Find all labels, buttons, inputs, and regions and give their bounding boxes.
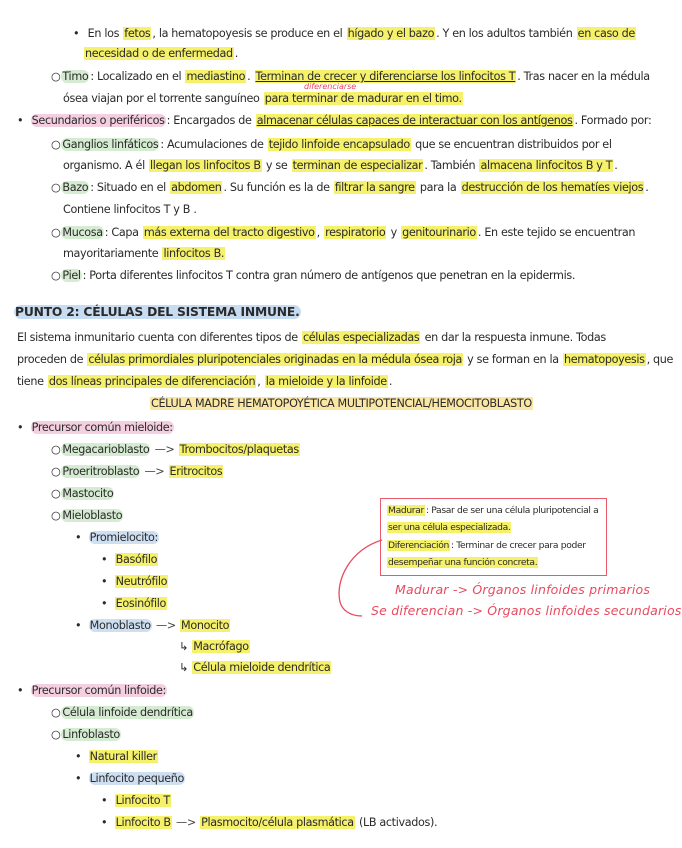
tree-item — [100, 552, 158, 567]
highlight: células primordiales pluripotenciales originadas en la médula ósea roja — [88, 353, 462, 366]
text: . — [614, 159, 618, 172]
box-line — [387, 539, 587, 552]
highlight: células especializadas — [302, 331, 420, 344]
highlight: Trombocitos/plaquetas — [179, 443, 299, 456]
text: : Acumulaciones de — [160, 138, 267, 151]
text: . También — [424, 159, 479, 172]
highlight: llegan los linfocitos B — [150, 159, 261, 172]
text-line-mucosa — [50, 225, 636, 240]
paragraph-line — [16, 352, 674, 367]
circle-bullet-icon: ○ — [51, 728, 61, 741]
tree-item — [74, 618, 230, 633]
text: organismo. A él — [63, 159, 149, 172]
highlight: Piel — [62, 269, 81, 282]
highlight: Precursor común mieloide: — [31, 421, 173, 434]
tree-item — [74, 771, 185, 786]
text: para la — [416, 181, 460, 194]
text: , — [257, 375, 264, 388]
bullet-icon: • — [101, 816, 108, 829]
tree-item — [50, 508, 123, 523]
bullet-icon: • — [101, 575, 108, 588]
highlight: Eosinófilo — [115, 597, 166, 610]
text-line-piel — [50, 268, 576, 283]
bullet-icon: • — [17, 684, 24, 697]
highlight: Bazo — [62, 181, 89, 194]
hook-arrow-icon: ↳ — [179, 661, 189, 674]
text: En los — [87, 27, 123, 40]
highlight: Mastocito — [62, 487, 114, 500]
box-line — [387, 556, 538, 569]
tree-item — [100, 596, 167, 611]
highlight: linfocitos B. — [163, 247, 225, 260]
highlight: abdomen — [171, 181, 222, 194]
text-line-bazo — [50, 180, 649, 195]
tree-item — [74, 530, 159, 545]
arrow-icon: —> — [144, 465, 165, 478]
text: y — [387, 226, 401, 239]
highlight: Linfoblasto — [62, 728, 120, 741]
text: y se — [262, 159, 291, 172]
tree-item — [16, 420, 174, 435]
text: tiene — [17, 375, 47, 388]
text: ósea viajan por el torrente sanguíneo — [63, 92, 263, 105]
text: : Localizado en el — [90, 70, 185, 83]
circle-bullet-icon: ○ — [51, 226, 61, 239]
highlight: almacena linfocitos B y T — [480, 159, 613, 172]
highlight: más externa del tracto digestivo — [143, 226, 315, 239]
bullet-icon: • — [17, 114, 24, 127]
box-line — [387, 504, 599, 517]
highlight: Basófilo — [115, 553, 158, 566]
text: Contiene linfocitos T y B . — [63, 203, 197, 216]
bullet-icon: • — [75, 531, 82, 544]
text-line — [62, 158, 618, 173]
circle-bullet-icon: ○ — [51, 269, 61, 282]
center-heading — [150, 396, 533, 411]
highlight: Eritrocitos — [169, 465, 223, 478]
definition-box — [380, 498, 607, 576]
text: . Formado por: — [574, 114, 652, 127]
highlight: Megacarioblasto — [62, 443, 150, 456]
text: : Situado en el — [90, 181, 170, 194]
highlight: Ganglios linfáticos — [62, 138, 159, 151]
tree-item — [16, 683, 167, 698]
highlight: fetos — [124, 27, 151, 40]
highlight: en caso de — [577, 27, 635, 40]
handwritten-note: diferenciarse — [304, 82, 357, 91]
tree-item — [178, 639, 250, 654]
highlight: filtrar la sangre — [334, 181, 415, 194]
highlight: necesidad o de enfermedad — [85, 47, 233, 60]
text: en dar la respuesta inmune. Todas — [421, 331, 606, 344]
highlight: Célula linfoide dendrítica — [62, 706, 193, 719]
text-line-ganglios — [50, 137, 613, 152]
tree-item — [178, 660, 331, 675]
text-line-fetos — [72, 26, 636, 41]
highlight: Diferenciación — [388, 540, 449, 551]
text: . — [388, 375, 393, 388]
circle-bullet-icon: ○ — [51, 465, 61, 478]
highlight: Célula mieloide dendrítica — [193, 661, 331, 674]
text: y se forman en la — [463, 353, 562, 366]
tree-item — [100, 793, 171, 808]
text: : Capa — [104, 226, 142, 239]
arrow-icon: —> — [175, 816, 196, 829]
text: mayoritariamente — [63, 247, 162, 260]
text-line — [62, 91, 463, 106]
text: . — [247, 70, 254, 83]
highlight: la mieloide y la linfoide — [265, 375, 387, 388]
text: , la hematopoyesis se produce en el — [152, 27, 346, 40]
highlight: dos líneas principales de diferenciación — [48, 375, 256, 388]
handwritten-note: Madurar -> Órganos linfoides primarios — [395, 582, 651, 597]
highlight: Monoblasto — [89, 619, 151, 632]
box-line — [387, 521, 511, 534]
circle-bullet-icon: ○ — [51, 706, 61, 719]
tree-item — [100, 574, 168, 589]
tree-item — [50, 464, 223, 479]
highlight: genitourinario — [402, 226, 476, 239]
highlight: Precursor común linfoide: — [31, 684, 166, 697]
paragraph-line — [16, 374, 393, 389]
text: (LB activados). — [355, 816, 438, 829]
text: , — [316, 226, 324, 239]
text: El sistema inmunitario cuenta con diferentes tipos de — [17, 331, 301, 344]
tree-item — [100, 815, 438, 830]
text: ser una célula especializada. — [388, 522, 511, 533]
bullet-icon: • — [75, 750, 82, 763]
text: , que — [646, 353, 674, 366]
tree-item — [50, 705, 194, 720]
text: . En este tejido se encuentran — [477, 226, 636, 239]
text: . — [234, 47, 239, 60]
highlight: Plasmocito/célula plasmática — [201, 816, 354, 829]
bullet-icon: • — [73, 27, 80, 40]
text: proceden de — [17, 353, 87, 366]
paragraph-line — [16, 330, 607, 345]
highlight: Terminan de crecer y diferenciarse los linfocitos T — [255, 70, 516, 83]
tree-item — [50, 486, 114, 501]
highlight: hígado y el bazo — [347, 27, 435, 40]
circle-bullet-icon: ○ — [51, 509, 61, 522]
circle-bullet-icon: ○ — [51, 443, 61, 456]
section-title — [14, 305, 301, 320]
highlight: Macrófago — [193, 640, 249, 653]
highlight: Secundarios o periféricos — [31, 114, 165, 127]
circle-bullet-icon: ○ — [51, 487, 61, 500]
highlight: mediastino — [186, 70, 246, 83]
arrow-icon: —> — [154, 443, 175, 456]
highlight: Neutrófilo — [115, 575, 168, 588]
text: . Su función es la de — [223, 181, 333, 194]
tree-item — [50, 442, 300, 457]
circle-bullet-icon: ○ — [51, 181, 61, 194]
bullet-icon: • — [101, 794, 108, 807]
bullet-icon: • — [101, 553, 108, 566]
highlight: para terminar de madurar en el timo. — [264, 92, 462, 105]
text: : Pasar de ser una célula pluripotencial a — [425, 505, 599, 516]
highlight: Linfocito pequeño — [89, 772, 184, 785]
text-line — [62, 202, 198, 217]
highlight: Timo — [62, 70, 89, 83]
arrow-icon: —> — [155, 619, 176, 632]
tree-item — [74, 749, 158, 764]
bullet-icon: • — [101, 597, 108, 610]
text-line — [84, 46, 239, 61]
hook-arrow-icon: ↳ — [179, 640, 189, 653]
highlight: respiratorio — [325, 226, 386, 239]
text: : Terminar de crecer para poder — [450, 540, 586, 551]
handwritten-note: Se diferencian -> Órganos linfoides secundarios — [371, 603, 682, 618]
bullet-icon: • — [17, 421, 24, 434]
text: : Encargados de — [166, 114, 255, 127]
text-line — [62, 246, 225, 261]
highlight: Proeritroblasto — [62, 465, 140, 478]
text: . Y en los adultos también — [436, 27, 576, 40]
highlight: almacenar células capaces de interactuar con los antígenos — [256, 114, 573, 127]
title-text: PUNTO 2: CÉLULAS DEL SISTEMA INMUNE. — [15, 305, 300, 319]
text: : Porta diferentes linfocitos T contra gran número de antígenos que penetran en la epidermis. — [82, 269, 576, 282]
bullet-icon: • — [75, 772, 82, 785]
highlight: Mieloblasto — [62, 509, 123, 522]
circle-bullet-icon: ○ — [51, 70, 61, 83]
highlight: Monocito — [181, 619, 230, 632]
text: que se encuentran distribuidos por el — [411, 138, 612, 151]
text-line-secundarios — [16, 113, 652, 128]
text: . — [645, 181, 649, 194]
highlight: destrucción de los hematíes viejos — [461, 181, 644, 194]
highlight: Linfocito T — [115, 794, 170, 807]
highlight: Mucosa — [62, 226, 103, 239]
text: desempeñar una función concreta. — [388, 557, 538, 568]
circle-bullet-icon: ○ — [51, 138, 61, 151]
highlight: Natural killer — [89, 750, 157, 763]
highlight: hematopoyesis — [563, 353, 645, 366]
highlight: tejido linfoide encapsulado — [268, 138, 410, 151]
tree-item — [50, 727, 121, 742]
highlight: Promielocito: — [89, 531, 158, 544]
text: . Tras nacer en la médula — [517, 70, 650, 83]
highlight: Linfocito B — [115, 816, 171, 829]
highlight: CÉLULA MADRE HEMATOPOYÉTICA MULTIPOTENCIAL/HEMOCITOBLASTO — [151, 397, 532, 410]
highlight: terminan de especializar — [292, 159, 423, 172]
highlight: Madurar — [388, 505, 424, 516]
bullet-icon: • — [75, 619, 82, 632]
